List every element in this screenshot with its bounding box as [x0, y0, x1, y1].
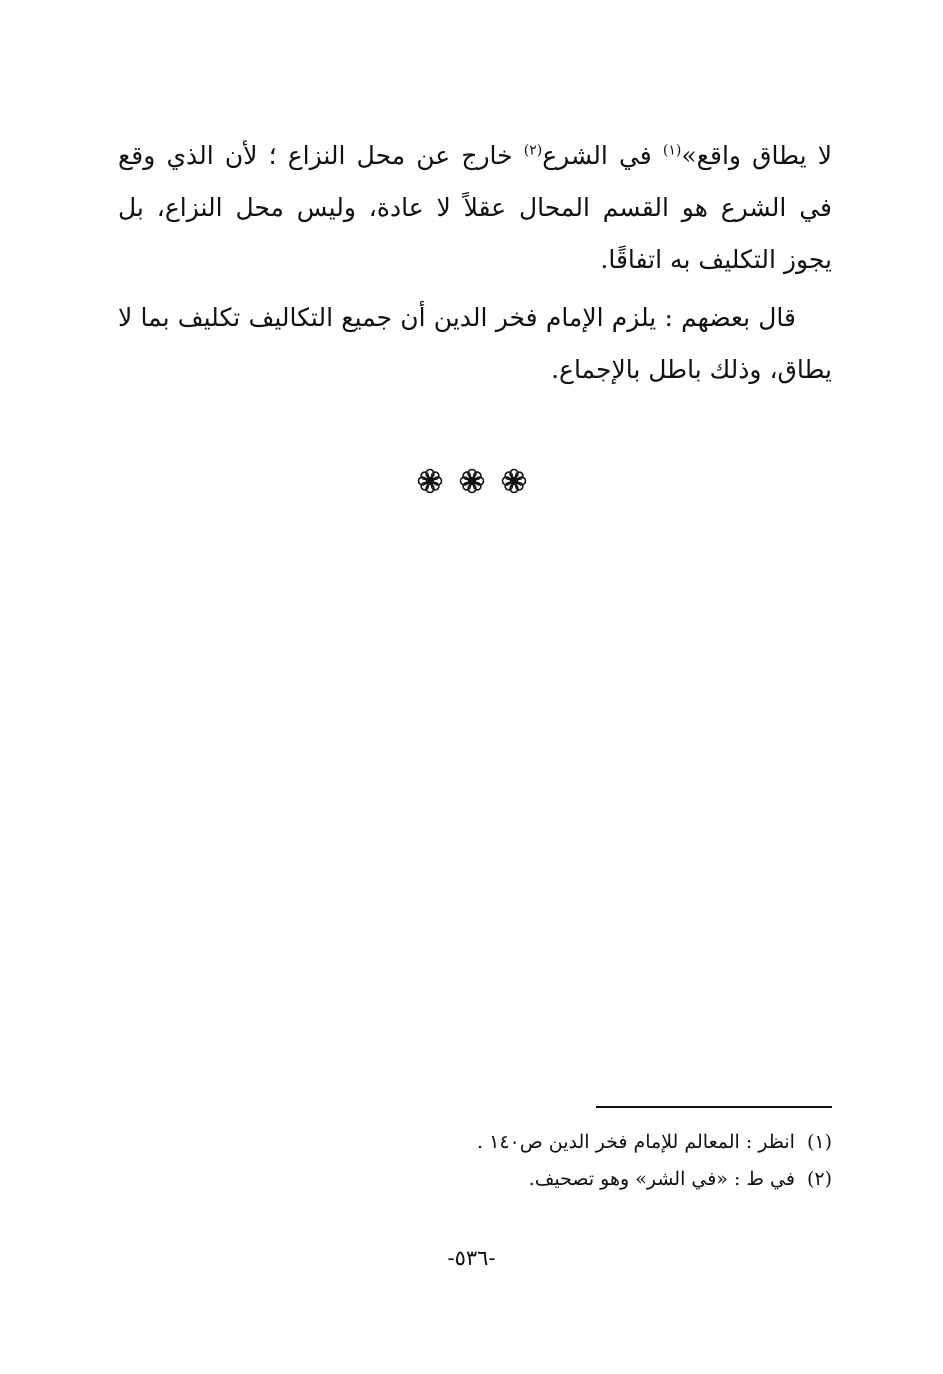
footnote-text: في ط : «في الشر» وهو تصحيف. [528, 1168, 795, 1190]
footnote-ref-1: (١) [662, 142, 682, 159]
footnotes [118, 1124, 832, 1198]
paragraph-1-part-2: في الشرع [542, 141, 663, 170]
footnote-number: (١) [806, 1131, 832, 1153]
footnote-ref-2: (٢) [523, 142, 543, 159]
footnote-1 [118, 1124, 832, 1161]
footnote-separator [596, 1106, 832, 1108]
main-text [118, 130, 832, 402]
section-divider [0, 468, 943, 494]
paragraph-1-part-3: خارج عن محل النزاع ؛ لأن الذي وقع في الشرع هو القسم المحال عقلاً لا عادة، وليس محل النزاع، بل يجوز التكليف به اتفاقًا. [118, 141, 832, 274]
flower-ornament-icon [459, 468, 485, 494]
flower-ornament-icon [501, 468, 527, 494]
footnote-2 [118, 1161, 832, 1198]
paragraph-2: قال بعضهم : يلزم الإمام فخر الدين أن جميع التكاليف تكليف بما لا يطاق، وذلك باطل بالإجماع. [118, 303, 832, 384]
footnote-number: (٢) [806, 1168, 832, 1190]
footnote-text: انظر : المعالم للإمام فخر الدين ص١٤٠ . [477, 1131, 795, 1153]
paragraph-1-part-1: لا يطاق واقع» [681, 141, 832, 170]
paragraph-1 [118, 130, 832, 286]
page-number: -٥٣٦- [447, 1246, 496, 1270]
flower-ornament-icon [417, 468, 443, 494]
